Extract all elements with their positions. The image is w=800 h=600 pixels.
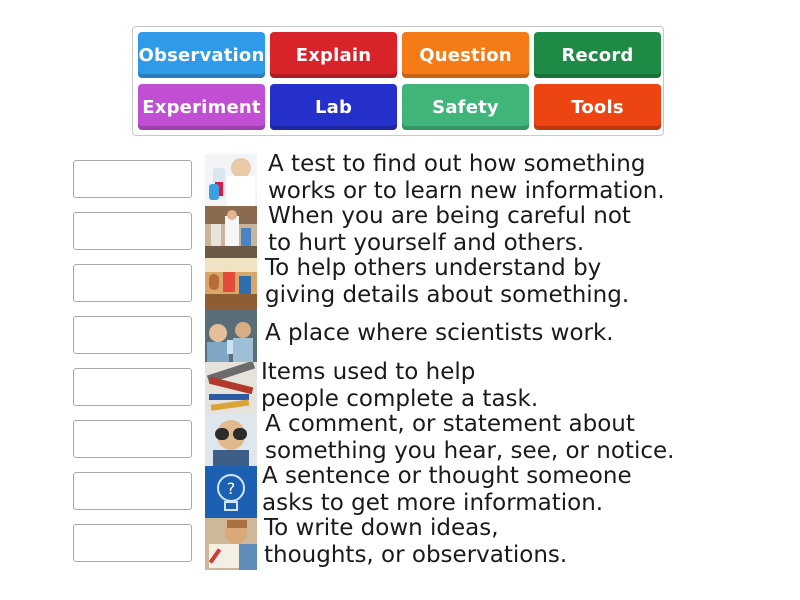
definition-2 (268, 203, 631, 257)
answer-drop-box-8[interactable] (73, 524, 192, 562)
definition-2-line-2: to hurt yourself and others. (268, 230, 585, 256)
definition-4 (265, 320, 614, 347)
answer-drop-box-4[interactable] (73, 316, 192, 354)
definition-7 (262, 463, 632, 517)
definition-3-line-1: To help others understand by (265, 255, 602, 281)
tile-tools[interactable]: Tools (534, 84, 661, 130)
definition-1-line-2: works or to learn new information. (268, 178, 665, 204)
word-bank (132, 26, 664, 136)
tile-lab[interactable]: Lab (270, 84, 397, 130)
definition-5-line-2: people complete a task. (261, 386, 539, 412)
binoculars-child-image (205, 414, 257, 466)
definition-3-line-2: giving details about something. (265, 282, 630, 308)
definition-5 (261, 359, 538, 413)
answer-drop-box-6[interactable] (73, 420, 192, 458)
definition-7-line-1: A sentence or thought someone (262, 463, 632, 489)
answer-drop-box-7[interactable] (73, 472, 192, 510)
definition-8-line-1: To write down ideas, (264, 515, 499, 541)
answer-drop-box-1[interactable] (73, 160, 192, 198)
svg-text:?: ? (226, 479, 236, 498)
definition-8 (264, 515, 567, 569)
answer-drop-box-3[interactable] (73, 264, 192, 302)
tile-explain[interactable]: Explain (270, 32, 397, 78)
answer-drop-box-2[interactable] (73, 212, 192, 250)
definition-7-line-2: asks to get more information. (262, 490, 604, 516)
child-writing-image (205, 518, 257, 570)
scientist-test-tube-image (205, 154, 257, 206)
classroom-image (205, 258, 257, 310)
tools-image (205, 362, 257, 414)
students-lab-image (205, 310, 257, 362)
tile-observation[interactable]: Observation (138, 32, 265, 78)
definition-2-line-1: When you are being careful not (268, 203, 631, 229)
tile-question[interactable]: Question (402, 32, 529, 78)
definition-5-line-1: Items used to help (261, 359, 476, 385)
answer-drop-box-5[interactable] (73, 368, 192, 406)
definition-1-line-1: A test to find out how something (268, 151, 646, 177)
definition-1 (268, 151, 665, 205)
definition-6 (265, 411, 674, 465)
definition-4-line-1: A place where scientists work. (265, 320, 614, 346)
definition-6-line-1: A comment, or statement about (265, 411, 635, 437)
definition-3 (265, 255, 629, 309)
definition-6-line-2: something you hear, see, or notice. (265, 438, 675, 464)
tile-experiment[interactable]: Experiment (138, 84, 265, 130)
definition-8-line-2: thoughts, or observations. (264, 542, 568, 568)
tile-safety[interactable]: Safety (402, 84, 529, 130)
lightbulb-question-image (205, 466, 257, 518)
lab-safety-image (205, 206, 257, 258)
tile-record[interactable]: Record (534, 32, 661, 78)
